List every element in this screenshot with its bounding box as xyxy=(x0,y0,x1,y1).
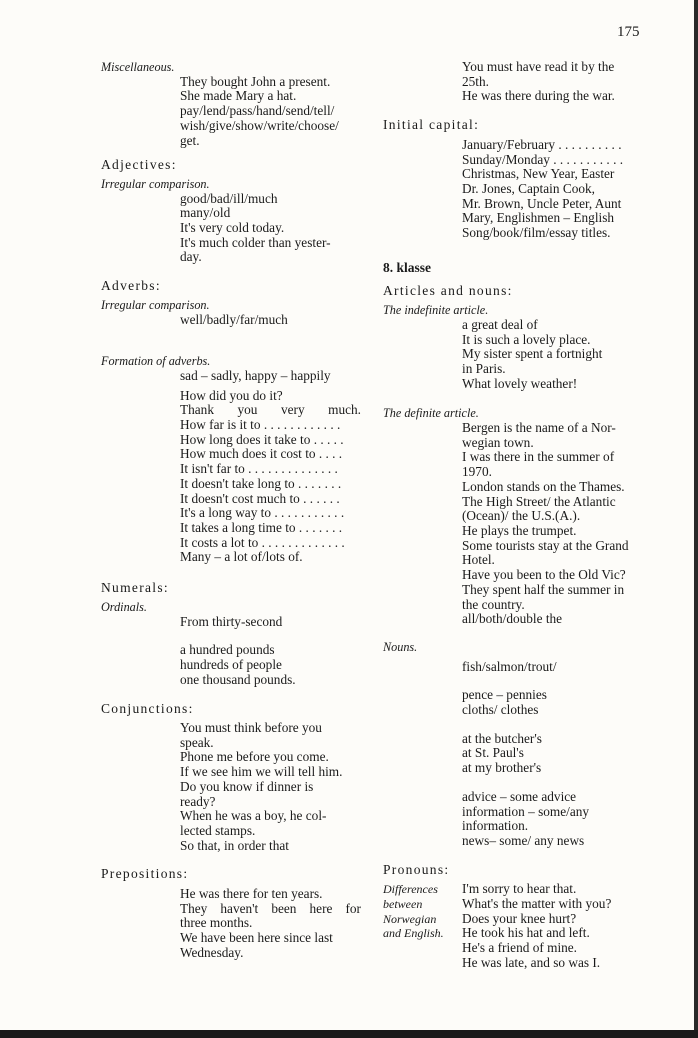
example-line: He's a friend of mine. xyxy=(462,940,578,956)
initial-capital-heading: Initial capital: xyxy=(383,117,480,133)
example-line: It's much colder than yester- xyxy=(180,234,331,250)
example-line: How far is it to . . . . . . . . . . . . xyxy=(180,417,341,433)
initial-capital-examples xyxy=(462,138,648,241)
adverbs-examples xyxy=(180,313,361,328)
pronouns-examples xyxy=(462,882,648,970)
adjectives-heading: Adjectives: xyxy=(101,157,177,173)
example-line: ready? xyxy=(180,793,216,809)
example-line: How did you do it? xyxy=(180,387,283,403)
example-line: Christmas, New Year, Easter xyxy=(462,166,615,182)
example-line: If we see him we will tell him. xyxy=(180,764,343,780)
example-line: Dr. Jones, Captain Cook, xyxy=(462,180,595,196)
example-line: (Ocean)/ the U.S.(A.). xyxy=(462,508,581,524)
example-line: The High Street/ the Atlantic xyxy=(462,493,616,509)
page-number: 175 xyxy=(617,24,640,40)
example-line: My sister spent a fortnight xyxy=(462,346,603,362)
conjunctions-examples xyxy=(180,721,361,853)
page-edge-bottom xyxy=(0,1030,698,1038)
adjectives-sub: Irregular comparison. xyxy=(101,176,210,191)
example-line: It isn't far to . . . . . . . . . . . . . . xyxy=(180,461,338,477)
example-line: Bergen is the name of a Nor- xyxy=(462,420,616,436)
example-line: at the butcher's xyxy=(462,730,542,746)
example-line: I'm sorry to hear that. xyxy=(462,881,577,897)
right-column xyxy=(383,60,648,971)
example-line: Have you been to the Old Vic? xyxy=(462,567,626,583)
example-line: cloths/ clothes xyxy=(462,702,539,718)
example-line: Phone me before you come. xyxy=(180,749,329,765)
example-line: one thousand pounds. xyxy=(180,671,296,687)
indefinite-sub: The indefinite article. xyxy=(383,303,489,318)
example-line: Mr. Brown, Uncle Peter, Aunt xyxy=(462,195,622,211)
example-line: You must have read it by the xyxy=(462,59,615,74)
prepositions-examples xyxy=(180,887,361,961)
example-line: You must think before you xyxy=(180,720,322,736)
example-line: 25th. xyxy=(462,73,489,89)
example-line: Many – a lot of/lots of. xyxy=(180,549,303,565)
example-line: speak. xyxy=(180,734,214,750)
example-line: When he was a boy, he col- xyxy=(180,808,327,824)
conjunctions-heading: Conjunctions: xyxy=(101,701,194,717)
formation-sub: Formation of adverbs. xyxy=(101,354,211,369)
example-line: a great deal of xyxy=(462,316,538,332)
example-line: So that, in order that xyxy=(180,837,289,853)
klasse-heading: 8. klasse xyxy=(383,259,432,275)
example-line: How much does it cost to . . . . xyxy=(180,446,343,462)
example-line: sad – sadly, happy – happily xyxy=(180,367,331,383)
example-line: What lovely weather! xyxy=(462,375,578,391)
nouns-examples xyxy=(462,660,648,849)
example-line: They bought John a present. xyxy=(180,73,331,89)
example-line: news– some/ any news xyxy=(462,832,585,848)
example-line: It is such a lovely place. xyxy=(462,331,591,347)
page-edge-right xyxy=(694,0,698,1038)
example-line: They spent half the summer in xyxy=(462,581,625,597)
example-line: in Paris. xyxy=(462,360,506,376)
example-line: It doesn't cost much to . . . . . . xyxy=(180,490,340,506)
example-line: What's the matter with you? xyxy=(462,896,612,912)
example-line: wegian town. xyxy=(462,434,534,450)
adjectives-examples xyxy=(180,192,361,266)
example-line: Some tourists stay at the Grand xyxy=(462,537,629,553)
example-line: London stands on the Thames. xyxy=(462,478,625,494)
example-line: He was there during the war. xyxy=(462,88,615,104)
prepositions-heading: Prepositions: xyxy=(101,866,189,882)
pronouns-section xyxy=(383,882,648,970)
example-line: It doesn't take long to . . . . . . . xyxy=(180,475,342,491)
example-line: It takes a long time to . . . . . . . xyxy=(180,519,343,535)
example-line: information. xyxy=(462,818,529,834)
example-line: She made Mary a hat. xyxy=(180,88,297,104)
example-line: all/both/double the xyxy=(462,611,563,627)
example-line: at my brother's xyxy=(462,760,542,776)
example-line: He was there for ten years. xyxy=(180,886,323,902)
label-line: and English. xyxy=(383,926,444,941)
example-line: From thirty-second xyxy=(180,613,283,629)
example-line: They haven't been here for xyxy=(180,900,361,916)
example-line: He took his hat and left. xyxy=(462,925,590,941)
example-line: Song/book/film/essay titles. xyxy=(462,225,611,241)
example-line: advice – some advice xyxy=(462,788,577,804)
top-examples xyxy=(462,60,648,104)
articles-heading: Articles and nouns: xyxy=(383,283,513,299)
example-line: He was late, and so was I. xyxy=(462,954,601,970)
example-line: pay/lend/pass/hand/send/tell/ xyxy=(180,103,335,119)
left-column xyxy=(101,60,361,961)
formation-examples xyxy=(180,369,361,384)
example-line: It costs a lot to . . . . . . . . . . . . . xyxy=(180,534,345,550)
label-line: Norwegian xyxy=(383,911,437,926)
example-line: the country. xyxy=(462,596,525,612)
example-line: pence – pennies xyxy=(462,687,547,703)
indefinite-examples xyxy=(462,318,648,392)
adverbs-heading: Adverbs: xyxy=(101,278,161,294)
definite-examples xyxy=(462,421,648,627)
pronouns-label xyxy=(383,882,461,941)
example-line: information – some/any xyxy=(462,803,590,819)
example-line: Does your knee hurt? xyxy=(462,910,577,926)
misc-label: Miscellaneous. xyxy=(101,60,175,74)
example-line: Mary, Englishmen – English xyxy=(462,210,615,226)
example-line: Hotel. xyxy=(462,552,495,568)
example-line: He plays the trumpet. xyxy=(462,522,577,538)
example-line: lected stamps. xyxy=(180,822,256,838)
example-line: three months. xyxy=(180,915,253,931)
nouns-label: Nouns. xyxy=(383,639,418,654)
example-line: Thank you very much. xyxy=(180,402,361,418)
label-line: Differences xyxy=(383,882,438,897)
example-line: many/old xyxy=(180,205,231,221)
example-line: It's very cold today. xyxy=(180,220,285,236)
pronouns-heading: Pronouns: xyxy=(383,861,450,877)
example-line: Do you know if dinner is xyxy=(180,778,314,794)
example-line: Sunday/Monday . . . . . . . . . . . xyxy=(462,151,624,167)
example-line: It's a long way to . . . . . . . . . . . xyxy=(180,505,345,521)
example-line: day. xyxy=(180,249,202,265)
example-line: Wednesday. xyxy=(180,944,244,960)
example-line: hundreds of people xyxy=(180,656,282,672)
example-line: well/badly/far/much xyxy=(180,311,288,327)
example-line: wish/give/show/write/choose/ xyxy=(180,117,339,133)
example-line: How long does it take to . . . . . xyxy=(180,431,344,447)
example-line: January/February . . . . . . . . . . xyxy=(462,136,622,152)
example-line: We have been here since last xyxy=(180,930,333,946)
example-line: get. xyxy=(180,132,200,148)
numerals-heading: Numerals: xyxy=(101,580,169,596)
example-line: 1970. xyxy=(462,464,492,480)
definite-sub: The definite article. xyxy=(383,406,479,421)
ordinals-sub: Ordinals. xyxy=(101,599,147,614)
example-line: good/bad/ill/much xyxy=(180,190,278,206)
numerals-examples xyxy=(180,615,361,688)
adverbs-sub: Irregular comparison. xyxy=(101,297,210,312)
example-line: at St. Paul's xyxy=(462,745,524,761)
example-line: I was there in the summer of xyxy=(462,449,615,465)
example-line: fish/salmon/trout/ xyxy=(462,658,557,674)
example-line: a hundred pounds xyxy=(180,642,275,658)
misc-examples xyxy=(180,75,361,149)
phrases-list xyxy=(180,389,361,565)
label-line: between xyxy=(383,897,423,912)
